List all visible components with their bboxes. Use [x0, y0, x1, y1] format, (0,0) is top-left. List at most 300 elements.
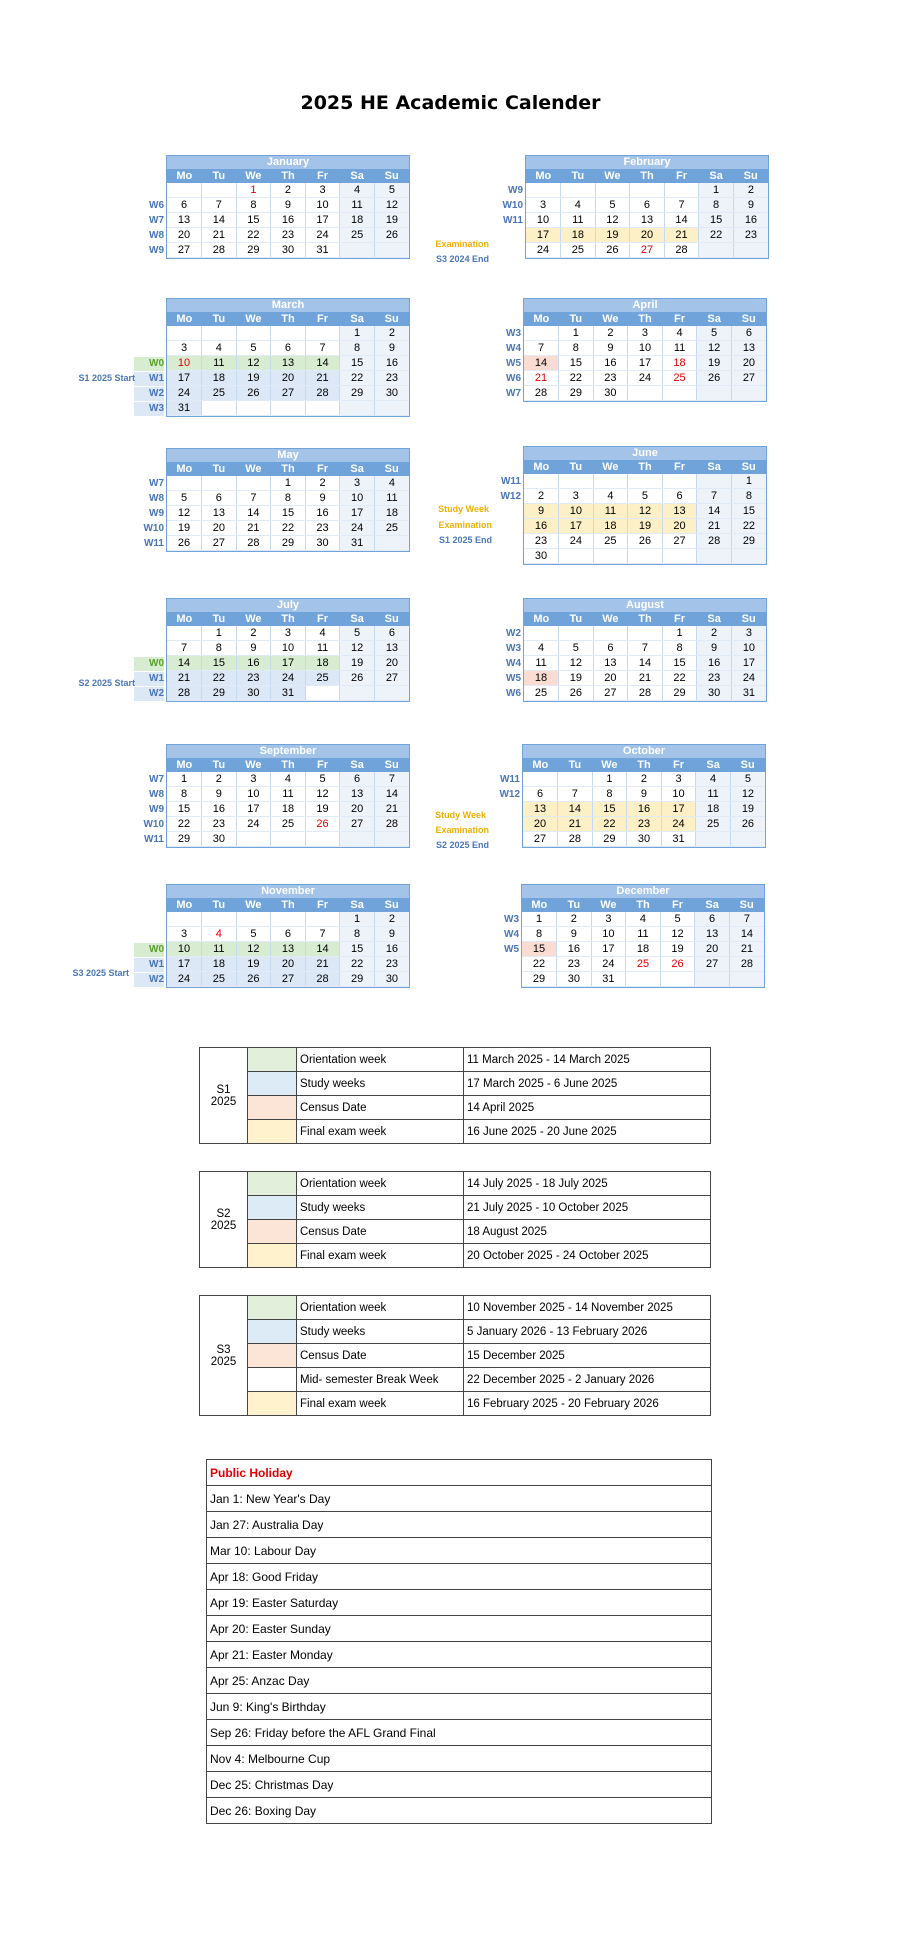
- day-cell: 25: [561, 243, 596, 258]
- weekday-header: Sa: [699, 169, 734, 183]
- day-cell: [524, 474, 559, 489]
- weekday-header: Sa: [340, 758, 375, 772]
- day-cell: 3: [305, 183, 340, 198]
- weekday-header: Su: [374, 169, 409, 183]
- day-cell: 6: [271, 927, 306, 942]
- day-cell: 25: [696, 817, 731, 832]
- day-cell: 5: [559, 641, 594, 656]
- legend-label: Study weeks: [297, 1196, 464, 1220]
- day-cell: 8: [662, 641, 697, 656]
- day-cell: [236, 832, 271, 847]
- weekday-header: Su: [730, 758, 765, 772]
- side-note: S1 2025 Start: [78, 373, 135, 383]
- day-cell: 8: [340, 341, 375, 356]
- day-cell: 21: [202, 228, 237, 243]
- day-cell: 13: [695, 927, 730, 942]
- day-cell: 14: [628, 656, 663, 671]
- day-cell: 1: [731, 474, 766, 489]
- weekday-header: Mo: [167, 462, 202, 476]
- day-cell: 19: [374, 213, 409, 228]
- day-cell: 31: [661, 832, 696, 847]
- week-label: W9: [149, 508, 164, 519]
- day-cell: 17: [167, 371, 202, 386]
- day-cell: 1: [592, 772, 627, 787]
- day-cell: 31: [271, 686, 306, 701]
- day-cell: 8: [731, 489, 766, 504]
- month-title: February: [526, 156, 768, 169]
- day-cell: 11: [202, 942, 237, 957]
- day-cell: 12: [559, 656, 594, 671]
- day-cell: 9: [236, 641, 271, 656]
- weekday-header: Th: [628, 612, 663, 626]
- holiday-item: Nov 4: Melbourne Cup: [207, 1746, 712, 1772]
- day-cell: [340, 243, 375, 258]
- day-cell: 9: [733, 198, 768, 213]
- day-cell: 5: [595, 198, 630, 213]
- weekday-header: Su: [729, 898, 764, 912]
- weekday-header: We: [236, 462, 271, 476]
- day-cell: 3: [628, 326, 663, 341]
- day-cell: 9: [557, 927, 592, 942]
- week-label: W11: [499, 774, 520, 785]
- week-row: [167, 213, 409, 228]
- day-cell: 13: [523, 802, 558, 817]
- day-cell: [630, 183, 665, 198]
- day-cell: 23: [627, 817, 662, 832]
- week-row: [526, 183, 768, 198]
- weekday-header: Sa: [340, 898, 375, 912]
- weekday-header: Sa: [340, 462, 375, 476]
- day-cell: [626, 972, 661, 987]
- day-cell: 21: [628, 671, 663, 686]
- day-cell: 1: [559, 326, 594, 341]
- day-cell: 27: [630, 243, 665, 258]
- week-row: [167, 972, 409, 987]
- week-row: [523, 832, 765, 847]
- day-cell: 16: [733, 213, 768, 228]
- holiday-item: Jan 1: New Year's Day: [207, 1486, 712, 1512]
- side-note: Study Week: [435, 810, 486, 820]
- color-swatch: [248, 1368, 297, 1392]
- day-cell: 27: [271, 386, 306, 401]
- day-cell: 1: [271, 476, 306, 491]
- weekday-header: Mo: [524, 460, 559, 474]
- week-label: W0: [134, 357, 164, 371]
- day-cell: [697, 474, 732, 489]
- day-cell: 23: [697, 671, 732, 686]
- day-cell: 4: [374, 476, 409, 491]
- day-cell: 25: [271, 817, 306, 832]
- day-cell: 20: [630, 228, 665, 243]
- legend-dates: 5 January 2026 - 13 February 2026: [464, 1320, 711, 1344]
- week-row: [523, 802, 765, 817]
- day-cell: 24: [628, 371, 663, 386]
- day-cell: 11: [626, 927, 661, 942]
- day-cell: 9: [697, 641, 732, 656]
- weekday-header: Sa: [340, 612, 375, 626]
- legend-dates: 10 November 2025 - 14 November 2025: [464, 1296, 711, 1320]
- day-cell: 19: [697, 356, 732, 371]
- week-row: [526, 228, 768, 243]
- day-cell: 23: [593, 371, 628, 386]
- holiday-item: Apr 19: Easter Saturday: [207, 1590, 712, 1616]
- week-label: W4: [506, 343, 521, 354]
- week-row: [167, 626, 409, 641]
- day-cell: 29: [271, 536, 306, 551]
- day-cell: [167, 626, 202, 641]
- week-row: [167, 802, 409, 817]
- day-cell: 5: [660, 912, 695, 927]
- day-cell: 28: [697, 534, 732, 549]
- holiday-row: [207, 1564, 712, 1590]
- week-row: [523, 787, 765, 802]
- day-cell: 31: [340, 536, 375, 551]
- day-cell: 27: [731, 371, 766, 386]
- weekday-header: We: [236, 169, 271, 183]
- day-cell: [167, 912, 202, 927]
- day-cell: 3: [236, 772, 271, 787]
- weekday-header: Mo: [526, 169, 561, 183]
- holiday-row: [207, 1746, 712, 1772]
- day-cell: 10: [731, 641, 766, 656]
- week-row: [524, 656, 766, 671]
- day-cell: 24: [661, 817, 696, 832]
- week-label: W12: [499, 789, 520, 800]
- day-cell: [305, 832, 340, 847]
- day-cell: 15: [731, 504, 766, 519]
- day-cell: 17: [661, 802, 696, 817]
- holiday-row: [207, 1512, 712, 1538]
- day-cell: 18: [524, 671, 559, 686]
- day-cell: 27: [202, 536, 237, 551]
- weekday-header: Su: [374, 898, 409, 912]
- holiday-row: [207, 1616, 712, 1642]
- weekday-header: Th: [271, 612, 306, 626]
- day-cell: 20: [271, 371, 306, 386]
- holiday-row: [207, 1798, 712, 1824]
- legend-row: [200, 1120, 711, 1144]
- weekday-header: Th: [271, 462, 306, 476]
- week-row: [167, 656, 409, 671]
- color-swatch: [248, 1096, 297, 1120]
- legend-label: Census Date: [297, 1096, 464, 1120]
- week-label: W7: [149, 478, 164, 489]
- day-cell: 25: [305, 671, 340, 686]
- day-cell: 3: [559, 489, 594, 504]
- day-cell: 1: [522, 912, 557, 927]
- week-row: [524, 356, 766, 371]
- legend-dates: 14 July 2025 - 18 July 2025: [464, 1172, 711, 1196]
- holiday-item: Apr 18: Good Friday: [207, 1564, 712, 1590]
- day-cell: 8: [592, 787, 627, 802]
- week-row: [167, 942, 409, 957]
- month-title: September: [167, 745, 409, 758]
- day-cell: 18: [340, 213, 375, 228]
- day-cell: 14: [305, 942, 340, 957]
- day-cell: [271, 326, 306, 341]
- weekday-header: Th: [271, 169, 306, 183]
- day-cell: 1: [202, 626, 237, 641]
- day-cell: 6: [202, 491, 237, 506]
- week-row: [167, 341, 409, 356]
- weekday-header: Tu: [561, 169, 596, 183]
- day-cell: 12: [374, 198, 409, 213]
- day-cell: 30: [236, 686, 271, 701]
- day-cell: 28: [305, 972, 340, 987]
- day-cell: 7: [729, 912, 764, 927]
- month-table: [167, 312, 409, 416]
- day-cell: 11: [305, 641, 340, 656]
- day-cell: [340, 686, 375, 701]
- day-cell: 25: [202, 386, 237, 401]
- legend-label: Final exam week: [297, 1244, 464, 1268]
- day-cell: 20: [523, 817, 558, 832]
- day-cell: 6: [374, 626, 409, 641]
- day-cell: 16: [374, 942, 409, 957]
- weekday-header: Tu: [558, 758, 593, 772]
- day-cell: [733, 243, 768, 258]
- week-row: [167, 912, 409, 927]
- day-cell: 26: [236, 386, 271, 401]
- day-cell: 14: [305, 356, 340, 371]
- day-cell: [305, 326, 340, 341]
- day-cell: 27: [523, 832, 558, 847]
- day-cell: 10: [340, 491, 375, 506]
- day-cell: [593, 626, 628, 641]
- day-cell: 19: [340, 656, 375, 671]
- day-cell: 8: [559, 341, 594, 356]
- week-label: W6: [506, 688, 521, 699]
- holiday-item: Mar 10: Labour Day: [207, 1538, 712, 1564]
- month-table: [167, 169, 409, 258]
- day-cell: 22: [559, 371, 594, 386]
- day-cell: 17: [591, 942, 626, 957]
- day-cell: 18: [202, 371, 237, 386]
- week-row: [524, 549, 766, 564]
- day-cell: [524, 326, 559, 341]
- legend-dates: 11 March 2025 - 14 March 2025: [464, 1048, 711, 1072]
- day-cell: 7: [305, 341, 340, 356]
- legend-row: [200, 1096, 711, 1120]
- week-label: W10: [502, 200, 523, 211]
- day-cell: 18: [202, 957, 237, 972]
- day-cell: 9: [524, 504, 559, 519]
- day-cell: 1: [699, 183, 734, 198]
- day-cell: 11: [524, 656, 559, 671]
- week-label: W4: [506, 658, 521, 669]
- week-label: W5: [506, 358, 521, 369]
- week-row: [524, 534, 766, 549]
- day-cell: 3: [661, 772, 696, 787]
- day-cell: 16: [627, 802, 662, 817]
- week-row: [167, 386, 409, 401]
- weekday-header: Sa: [697, 312, 732, 326]
- holiday-heading: Public Holiday: [207, 1460, 712, 1486]
- weekday-header: Sa: [340, 169, 375, 183]
- semester-label: S1 2025: [200, 1048, 248, 1144]
- weekday-header: Tu: [557, 898, 592, 912]
- holiday-item: Jun 9: King's Birthday: [207, 1694, 712, 1720]
- day-cell: 11: [374, 491, 409, 506]
- day-cell: [202, 183, 237, 198]
- week-row: [167, 506, 409, 521]
- day-cell: 29: [167, 832, 202, 847]
- day-cell: [699, 243, 734, 258]
- weekday-header: Fr: [305, 169, 340, 183]
- day-cell: [559, 626, 594, 641]
- day-cell: [523, 772, 558, 787]
- day-cell: 24: [167, 386, 202, 401]
- day-cell: 30: [305, 536, 340, 551]
- day-cell: 21: [664, 228, 699, 243]
- weekday-header: Mo: [522, 898, 557, 912]
- weekday-header: Fr: [305, 462, 340, 476]
- legend-row: [200, 1172, 711, 1196]
- day-cell: 21: [305, 371, 340, 386]
- day-cell: 24: [559, 534, 594, 549]
- day-cell: 26: [340, 671, 375, 686]
- day-cell: 2: [236, 626, 271, 641]
- day-cell: 23: [374, 371, 409, 386]
- month-table: [167, 462, 409, 551]
- day-cell: 12: [236, 942, 271, 957]
- day-cell: 7: [628, 641, 663, 656]
- day-cell: 10: [167, 356, 202, 371]
- day-cell: 28: [305, 386, 340, 401]
- day-cell: [559, 474, 594, 489]
- day-cell: 21: [374, 802, 409, 817]
- day-cell: 21: [697, 519, 732, 534]
- day-cell: 4: [626, 912, 661, 927]
- holiday-item: Apr 21: Easter Monday: [207, 1642, 712, 1668]
- month-june: [523, 446, 767, 565]
- week-row: [167, 491, 409, 506]
- day-cell: [697, 549, 732, 564]
- weekday-header: We: [236, 758, 271, 772]
- day-cell: 1: [340, 326, 375, 341]
- day-cell: 30: [202, 832, 237, 847]
- weekday-header: Fr: [662, 612, 697, 626]
- day-cell: 11: [340, 198, 375, 213]
- day-cell: 14: [524, 356, 559, 371]
- day-cell: 5: [697, 326, 732, 341]
- week-label: W5: [504, 944, 519, 955]
- day-cell: 23: [271, 228, 306, 243]
- day-cell: 21: [167, 671, 202, 686]
- week-row: [167, 641, 409, 656]
- day-cell: 21: [524, 371, 559, 386]
- day-cell: 9: [305, 491, 340, 506]
- day-cell: [374, 686, 409, 701]
- week-row: [167, 787, 409, 802]
- day-cell: [730, 832, 765, 847]
- day-cell: 1: [340, 912, 375, 927]
- day-cell: [593, 549, 628, 564]
- day-cell: 22: [340, 957, 375, 972]
- weekday-header: We: [236, 898, 271, 912]
- day-cell: 26: [236, 972, 271, 987]
- holiday-item: Dec 26: Boxing Day: [207, 1798, 712, 1824]
- weekday-header: We: [595, 169, 630, 183]
- day-cell: 28: [236, 536, 271, 551]
- day-cell: 30: [271, 243, 306, 258]
- day-cell: 12: [167, 506, 202, 521]
- day-cell: [559, 549, 594, 564]
- weekday-header: Fr: [305, 612, 340, 626]
- week-row: [522, 957, 764, 972]
- day-cell: 2: [593, 326, 628, 341]
- day-cell: 31: [731, 686, 766, 701]
- day-cell: 5: [730, 772, 765, 787]
- day-cell: 6: [731, 326, 766, 341]
- week-row: [524, 474, 766, 489]
- day-cell: 9: [593, 341, 628, 356]
- month-table: [524, 612, 766, 701]
- day-cell: 27: [167, 243, 202, 258]
- day-cell: 17: [167, 957, 202, 972]
- day-cell: 31: [591, 972, 626, 987]
- week-label: W12: [500, 491, 521, 502]
- weekday-header: Sa: [697, 460, 732, 474]
- day-cell: 28: [202, 243, 237, 258]
- legend-row: [200, 1368, 711, 1392]
- weekday-header: Sa: [696, 758, 731, 772]
- week-label: W2: [134, 387, 164, 401]
- day-cell: 24: [271, 671, 306, 686]
- day-cell: 19: [167, 521, 202, 536]
- side-note: Examination: [435, 825, 489, 835]
- day-cell: 11: [271, 787, 306, 802]
- day-cell: 27: [374, 671, 409, 686]
- day-cell: 31: [167, 401, 202, 416]
- weekday-header: We: [236, 612, 271, 626]
- day-cell: 13: [630, 213, 665, 228]
- month-title: March: [167, 299, 409, 312]
- day-cell: 4: [662, 326, 697, 341]
- day-cell: 13: [340, 787, 375, 802]
- semester-label: S3 2025: [200, 1296, 248, 1416]
- legend-label: Orientation week: [297, 1172, 464, 1196]
- day-cell: [305, 912, 340, 927]
- day-cell: 11: [202, 356, 237, 371]
- week-row: [167, 927, 409, 942]
- week-row: [167, 536, 409, 551]
- side-note: S1 2025 End: [438, 535, 492, 545]
- legend-label: Study weeks: [297, 1072, 464, 1096]
- week-row: [522, 912, 764, 927]
- day-cell: 5: [236, 341, 271, 356]
- day-cell: 5: [305, 772, 340, 787]
- day-cell: 28: [167, 686, 202, 701]
- week-row: [167, 832, 409, 847]
- day-cell: 17: [340, 506, 375, 521]
- day-cell: [731, 386, 766, 401]
- holiday-item: Apr 25: Anzac Day: [207, 1668, 712, 1694]
- day-cell: 28: [558, 832, 593, 847]
- week-row: [523, 817, 765, 832]
- day-cell: 16: [305, 506, 340, 521]
- day-cell: 22: [340, 371, 375, 386]
- day-cell: 23: [202, 817, 237, 832]
- day-cell: 27: [340, 817, 375, 832]
- day-cell: 26: [628, 534, 663, 549]
- day-cell: 7: [236, 491, 271, 506]
- day-cell: [374, 832, 409, 847]
- day-cell: [695, 972, 730, 987]
- day-cell: 18: [626, 942, 661, 957]
- day-cell: 29: [592, 832, 627, 847]
- day-cell: 24: [236, 817, 271, 832]
